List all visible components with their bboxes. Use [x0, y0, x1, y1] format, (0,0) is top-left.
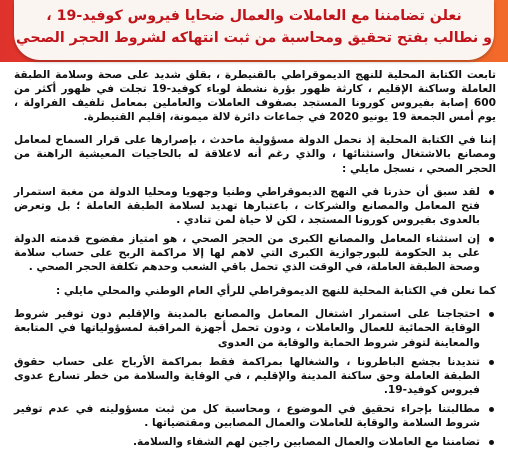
header-banner [14, 0, 494, 60]
declaration-paragraph: كما نعلن في الكتابة المحلية للنهج الديموقراطي للرأي العام الوطني والمحلي مايلي : [55, 285, 496, 298]
list-item: إن استثناء المعامل والمصانع الكبرى من الحجر الصحي ، هو امتياز مفضوح قدمته الدولة على يد الحكومة للبورجوازية الكبرى التي لاهم لها إلا مراكمة الربح على حساب سلامة وصحة الطبقة العاملة، في الوقت الذي تحمل باقي الشعب وحدهم تكلفة الحجر الصحي . [14, 232, 480, 274]
document-body [14, 68, 496, 459]
list-item: مطالبتنا بإجراء تحقيق في الموضوع ، ومحاسبة كل من ثبت مسؤوليته في عدم توفير شروط السلامة والوقاية للعاملات والعمال المصابين ومقتضياتها . [14, 402, 480, 429]
list-item: تنديدنا بجشع الباطرونا ، والشغالها بمراكمة فقط بمراكمة الأرباح على حساب حقوق الطبقة العاملة وحق ساكنة المدينة والإقليم ، في الوقاية والسلامة من خطر تسارع عدوى فيروس كوفيد-19. [14, 355, 480, 396]
intro-paragraph: تابعت الكتابة المحلية للنهج الديموقراطي بالقنيطرة ، بقلق شديد على صحة وسلامة الطبقة العاملة وساكنة الإقليم ، كارثة ظهور بؤرة نشطة لوباء كوفيد-19 تجلت في ظهور أكثر من 600 إصابة بفيروس كورونا المستجد بصفوف العاملات والعاملين بمعامل تلفيف الفراولة ، يوم أمس الجمعة 19 يونيو 2020 في جماعات دائرة لالة ميمونة، إقليم القنيطرة. [14, 69, 497, 124]
list-item: لقد سبق أن حذرنا في النهج الديموقراطي وطنيا وجهويا ومحليا الدولة من مغبة استمرار فتح المعامل والمصانع والشركات ، باعتبارها تهديد لسلامة الطبقة العاملة ؛ بل وتعرض بالعدوى بفيروس كورونا المستجد ، لكن لا حياة لمن تنادي . [14, 185, 480, 226]
header-line-1: نعلن تضامننا مع العاملات والعمال ضحايا فيروس كوفيد-19 ، [46, 8, 462, 24]
header-line-2: و نطالب بفتح تحقيق ومحاسبة من ثبت انتهاكه لشروط الحجر الصحي [15, 30, 492, 46]
list-item: تضامننا مع العاملات والعمال المصابين راجين لهم الشفاء والسلامة. [14, 435, 480, 449]
declarations-list [14, 307, 496, 449]
observations-list [14, 185, 496, 275]
list-item: احتجاجنا على استمرار اشتغال المعامل والمصانع بالمدينة والإقليم دون توفير شروط الوقاية الحمائية للعمال والعاملات ، ودون تحمل أجهزة المراقبة لمسؤولياتها في المتابعة والمعاينة لتوفر شروط الحماية والوقاية من العدوى [14, 308, 480, 349]
statement-paragraph: إننا في الكتابة المحلية إذ نحمل الدولة مسؤولية ماحدث ، بإصرارها على قرار السماح لمعامل ومصانع بالاشتغال واستثنائها ، والذي رغم أنه لاعلاقة له بالحاجيات المعيشية الراهنة من الحجر الصحي ، نسجل مايلي : [14, 134, 496, 175]
